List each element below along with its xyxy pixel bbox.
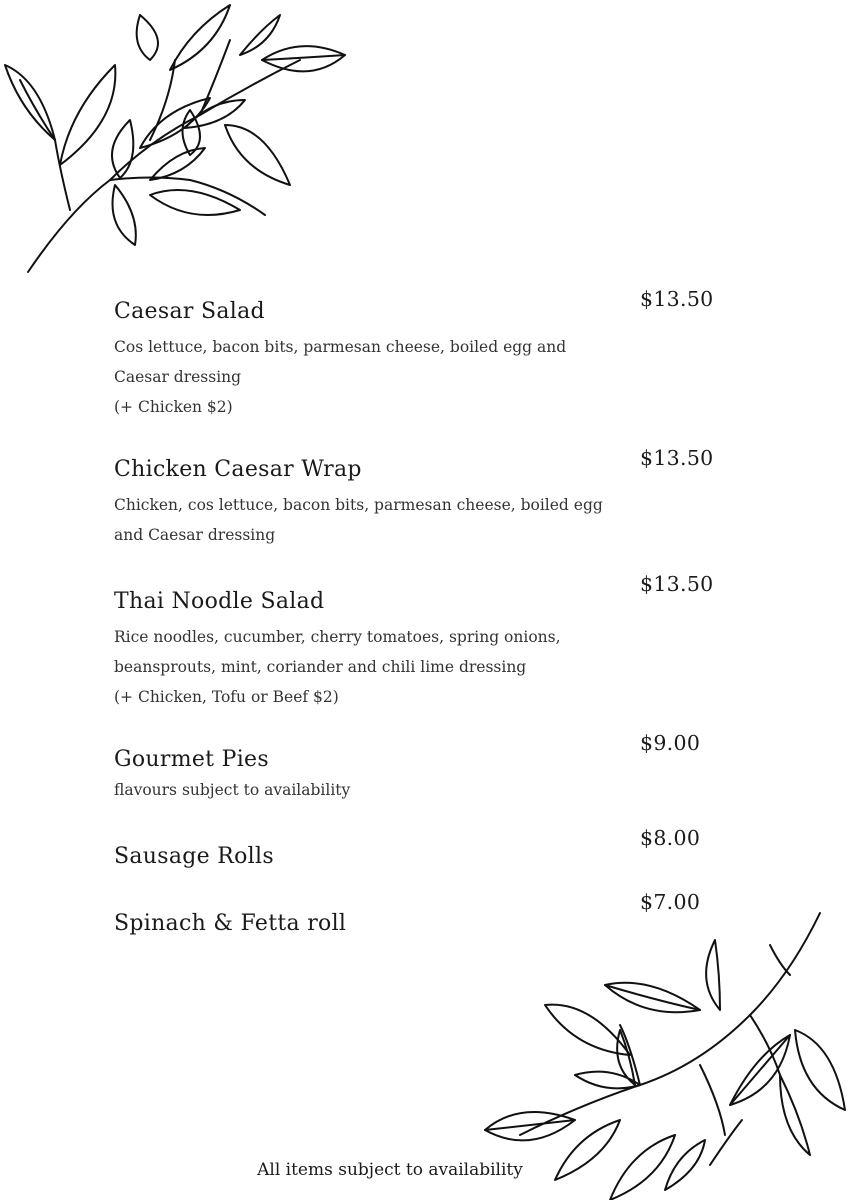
description-line: Rice noodles, cucumber, cherry tomatoes, spring onions, [114, 628, 561, 646]
item-price: $7.00 [640, 890, 701, 914]
menu-item-chicken-caesar-wrap [114, 455, 714, 550]
item-description [114, 775, 614, 805]
item-price: $8.00 [640, 826, 701, 850]
item-name: Gourmet Pies [114, 747, 269, 772]
item-description [114, 622, 614, 712]
description-line: flavours subject to availability [114, 781, 351, 799]
availability-note: All items subject to availability [257, 1160, 523, 1180]
description-line: Cos lettuce, bacon bits, parmesan cheese, boiled egg and [114, 338, 567, 356]
description-line: (+ Chicken $2) [114, 398, 233, 416]
item-price: $9.00 [640, 731, 701, 755]
item-price: $13.50 [640, 572, 714, 596]
item-name: Sausage Rolls [114, 844, 274, 869]
menu-item-sausage-rolls [114, 842, 714, 872]
item-name: Chicken Caesar Wrap [114, 457, 362, 482]
menu-item-spinach-fetta-roll [114, 909, 714, 939]
item-name: Spinach & Fetta roll [114, 911, 347, 936]
description-line: beansprouts, mint, coriander and chili lime dressing [114, 658, 527, 676]
menu-item-caesar-salad [114, 297, 714, 422]
description-line: Chicken, cos lettuce, bacon bits, parmesan cheese, boiled egg [114, 496, 603, 514]
description-line: Caesar dressing [114, 368, 242, 386]
item-name: Caesar Salad [114, 299, 265, 324]
item-price: $13.50 [640, 287, 714, 311]
item-price: $13.50 [640, 446, 714, 470]
menu-item-thai-noodle-salad [114, 587, 714, 712]
leaf-branch-top-icon [0, 0, 350, 280]
item-description [114, 490, 624, 550]
menu-item-gourmet-pies [114, 745, 714, 805]
description-line: (+ Chicken, Tofu or Beef $2) [114, 688, 339, 706]
item-name: Thai Noodle Salad [114, 589, 325, 614]
item-description [114, 332, 614, 422]
description-line: and Caesar dressing [114, 526, 276, 544]
leaf-branch-bottom-icon [480, 905, 848, 1200]
